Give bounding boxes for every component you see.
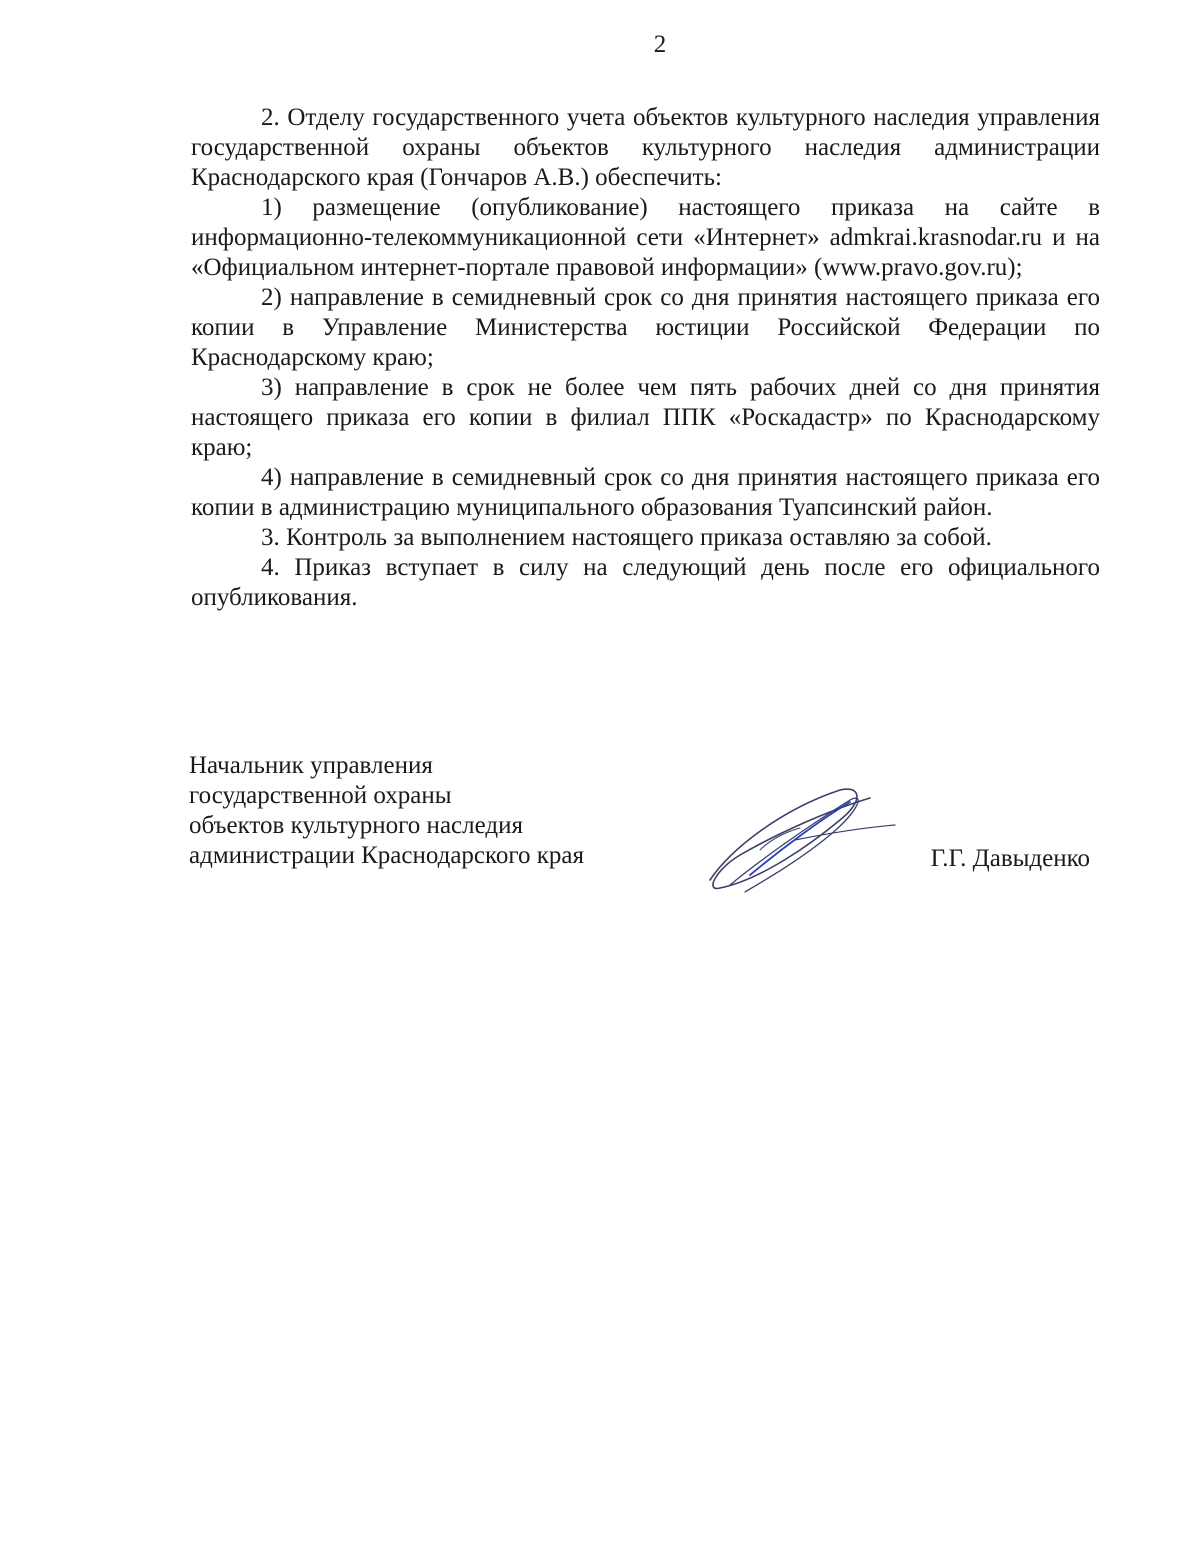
signatory-name: Г.Г. Давыденко: [930, 845, 1090, 872]
page-number: 2: [653, 31, 667, 58]
paragraph-subitem-4: 4) направление в семидневный срок со дня принятия настоящего приказа его копии в администрацию муниципального образования Туапсинский район.: [191, 464, 1100, 521]
paragraph-subitem-3: 3) направление в срок не более чем пять рабочих дней со дня принятия настоящего приказа его копии в филиал ППК «Роскадастр» по Краснодарскому краю;: [191, 374, 1100, 461]
signatory-title-line: государственной охраны: [189, 782, 452, 809]
signatory-title-line: администрации Краснодарского края: [189, 842, 585, 869]
paragraph-item-2: 2. Отделу государственного учета объектов культурного наследия управления государственной охраны объектов культурного наследия администрации Краснодарского края (Гончаров А.В.) обеспечить:: [191, 104, 1100, 191]
paragraph-subitem-1: 1) размещение (опубликование) настоящего приказа на сайте в информационно-телекоммуникационной сети «Интернет» admkrai.krasnodar.ru и на «Официальном интернет-портале правовой информации» (www.pravo.gov.ru);: [191, 194, 1100, 281]
signatory-title: [189, 751, 584, 871]
paragraph-item-3: 3. Контроль за выполнением настоящего приказа оставляю за собой.: [261, 524, 992, 551]
signatory-title-line: Начальник управления: [189, 752, 433, 779]
signatory-title-line: объектов культурного наследия: [189, 812, 523, 839]
handwritten-signature: [700, 780, 900, 900]
document-body: [191, 103, 1100, 613]
paragraph-subitem-2: 2) направление в семидневный срок со дня принятия настоящего приказа его копии в Управление Министерства юстиции Российской Федерации по Краснодарскому краю;: [191, 284, 1100, 371]
paragraph-item-4: 4. Приказ вступает в силу на следующий день после его официального опубликования.: [191, 554, 1100, 611]
